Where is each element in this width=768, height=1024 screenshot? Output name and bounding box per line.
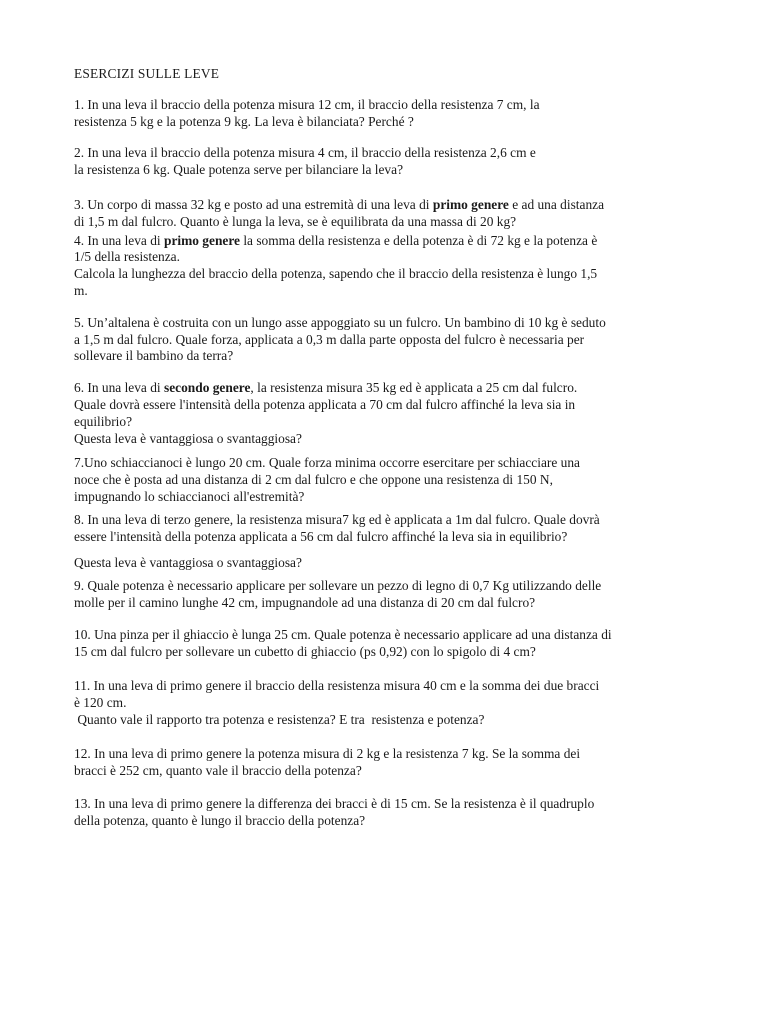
exercise-5-line-1: 5. Un’altalena è costruita con un lungo asse appoggiato su un fulcro. Un bambino di 10 kg è seduto [74, 314, 606, 330]
exercise-4-line-3: Calcola la lunghezza del braccio della potenza, sapendo che il braccio della resistenza è lungo 1,5 [74, 266, 598, 282]
exercise-4-text-tail: la somma della resistenza e della potenza è di 72 kg e la potenza è [239, 232, 598, 248]
exercise-4-text: 4. In una leva di [74, 232, 164, 248]
exercise-6-emphasis: secondo genere [164, 380, 251, 396]
exercise-9 [74, 578, 694, 612]
exercise-8 [74, 512, 694, 572]
exercise-12-line-1: 12. In una leva di primo genere la potenza misura di 2 kg e la resistenza 7 kg. Se la somma dei [74, 745, 581, 761]
exercise-2 [74, 145, 694, 179]
exercise-8-line-3: Questa leva è vantaggiosa o svantaggiosa? [74, 555, 302, 571]
exercise-1 [74, 97, 694, 131]
exercise-4 [74, 233, 694, 300]
document-title: ESERCIZI SULLE LEVE [74, 66, 220, 81]
exercise-13-line-1: 13. In una leva di primo genere la differenza dei bracci è di 15 cm. Se la resistenza è il quadruplo [74, 796, 595, 812]
exercise-6-line-4: Questa leva è vantaggiosa o svantaggiosa? [74, 430, 302, 446]
exercise-13 [74, 796, 694, 830]
exercise-5-line-3: sollevare il bambino da terra? [74, 348, 234, 364]
exercise-6 [74, 380, 694, 447]
exercise-3-text: 3. Un corpo di massa 32 kg e posto ad una estremità di una leva di [74, 196, 433, 212]
exercise-3-line-2: di 1,5 m dal fulcro. Quanto è lunga la leva, se è equilibrata da una massa di 20 kg? [74, 213, 517, 229]
exercise-13-line-2: della potenza, quanto è lungo il braccio della potenza? [74, 813, 366, 829]
exercise-2-line-1: 2. In una leva il braccio della potenza misura 4 cm, il braccio della resistenza 2,6 cm e [74, 145, 536, 161]
exercise-12 [74, 746, 694, 780]
exercise-7-line-1: 7.Uno schiaccianoci è lungo 20 cm. Quale forza minima occorre esercitare per schiacciare una [74, 455, 580, 471]
exercise-6-text: 6. In una leva di [74, 380, 164, 396]
exercise-11 [74, 678, 694, 728]
exercise-9-line-2: molle per il camino lunghe 42 cm, impugnandole ad una distanza di 20 cm dal fulcro? [74, 594, 536, 610]
exercise-7-line-3: impugnando lo schiaccianoci all'estremità? [74, 488, 305, 504]
exercise-2-line-2: la resistenza 6 kg. Quale potenza serve per bilanciare la leva? [74, 162, 404, 178]
exercise-3 [74, 197, 694, 231]
exercise-11-line-1: 11. In una leva di primo genere il braccio della resistenza misura 40 cm e la somma dei due bracci [74, 678, 600, 694]
exercise-6-line-1 [74, 380, 694, 397]
exercise-12-line-2: bracci è 252 cm, quanto vale il braccio della potenza? [74, 762, 362, 778]
exercise-4-line-4: m. [74, 282, 88, 298]
exercise-10-line-2: 15 cm dal fulcro per sollevare un cubetto di ghiaccio (ps 0,92) con lo spigolo di 4 cm? [74, 643, 536, 659]
exercise-9-line-1: 9. Quale potenza è necessario applicare per sollevare un pezzo di legno di 0,7 Kg utilizzando delle [74, 578, 602, 594]
exercise-8-line-1: 8. In una leva di terzo genere, la resistenza misura7 kg ed è applicata a 1m dal fulcro. Quale dovrà [74, 511, 600, 527]
exercise-1-line-1: 1. In una leva il braccio della potenza misura 12 cm, il braccio della resistenza 7 cm, la [74, 96, 540, 112]
document-page [74, 66, 694, 845]
exercise-7 [74, 455, 694, 505]
exercise-7-line-2: noce che è posta ad una distanza di 2 cm dal fulcro e che oppone una resistenza di 150 N, [74, 472, 553, 488]
exercise-3-emphasis: primo genere [432, 196, 509, 212]
exercise-8-line-2: essere l'intensità della potenza applicata a 56 cm dal fulcro affinché la leva sia in equilibrio? [74, 528, 568, 544]
exercise-5-line-2: a 1,5 m dal fulcro. Quale forza, applicata a 0,3 m dalla parte opposta del fulcro è necessaria per [74, 331, 585, 347]
exercise-10 [74, 627, 694, 661]
exercise-10-line-1: 10. Una pinza per il ghiaccio è lunga 25 cm. Quale potenza è necessario applicare ad una distanza di [74, 626, 612, 642]
exercise-4-line-1 [74, 233, 694, 250]
exercise-11-line-2: è 120 cm. [74, 695, 127, 711]
exercise-5 [74, 315, 694, 365]
exercise-3-line-1 [74, 197, 694, 214]
exercise-4-emphasis: primo genere [164, 232, 240, 248]
exercise-6-line-3: equilibrio? [74, 413, 133, 429]
exercise-6-line-2: Quale dovrà essere l'intensità della potenza applicata a 70 cm dal fulcro affinché la leva sia in [74, 396, 576, 412]
exercise-1-line-2: resistenza 5 kg e la potenza 9 kg. La leva è bilanciata? Perché ? [74, 113, 414, 129]
exercise-4-line-2: 1/5 della resistenza. [74, 249, 180, 265]
exercise-3-text-tail: e ad una distanza [508, 196, 605, 212]
exercise-6-text-tail: , la resistenza misura 35 kg ed è applicata a 25 cm dal fulcro. [250, 380, 578, 396]
exercise-11-line-3: Quanto vale il rapporto tra potenza e resistenza? E tra resistenza e potenza? [74, 711, 485, 727]
